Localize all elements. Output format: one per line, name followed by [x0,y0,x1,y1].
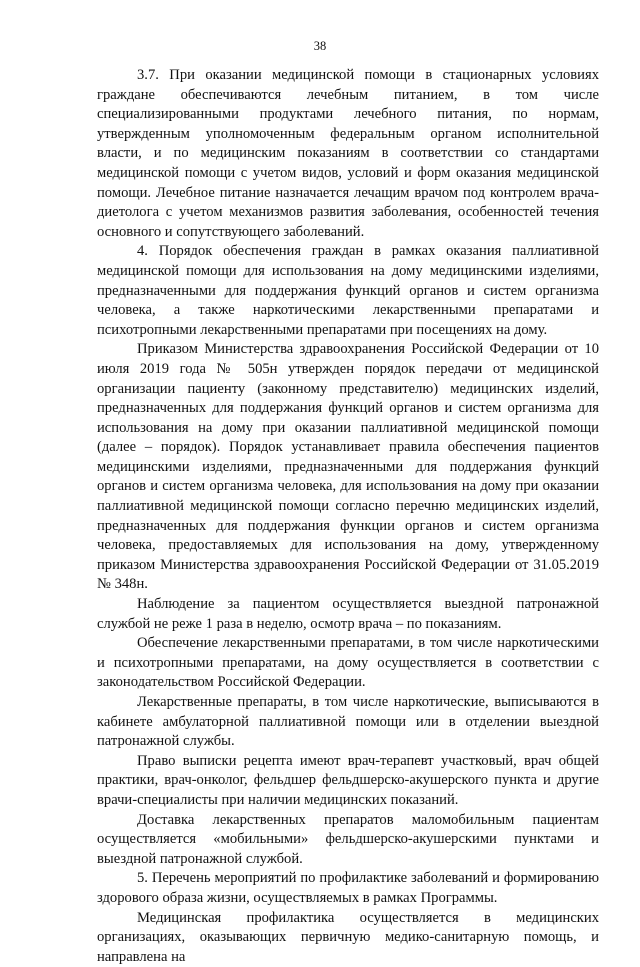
paragraph-3-7-clinical-nutrition: 3.7. При оказании медицинской помощи в стационарных условиях граждане обеспечиваются лечебным питанием, в том числе специализированными продуктами лечебного питания, по нормам, утвержденным уполномоченным федеральным органом исполнительной власти, и по медицинским показаниям в соответствии со стандартами медицинской помощи с учетом видов, условий и форм оказания медицинской помощи. Лечебное питание назначается лечащим врачом под контролем врача-диетолога с учетом механизмов развития заболевания, особенностей течения основного и сопутствующего заболеваний. [97,67,599,240]
paragraph-order-505n: Приказом Министерства здравоохранения Российской Федерации от 10 июля 2019 года № 505н утвержден порядок передачи от медицинской организации пациенту (законному представителю) медицинских изделий, предназначенных для поддержания функций органов и систем организма для использования на дому при оказании паллиативной медицинской помощи (далее – порядок). Порядок устанавливает правила обеспечения пациентов медицинскими изделиями, предназначенными для поддержания функций органов и систем организма человека, для использования на дому при оказании паллиативной медицинской помощи согласно перечню медицинских изделий, предназначенных для поддержания функции органов и систем организма человека, предоставляемых для использования на дому, утвержденному приказом Министерства здравоохранения Российской Федерации от 31.05.2019 № 348н. [97,341,599,593]
paragraph-drug-delivery: Доставка лекарственных препаратов маломобильным пациентам осуществляется «мобильными» фельдшерско-акушерскими пунктами и выездной патронажной службой. [97,811,599,867]
paragraph-5-prevention-list: 5. Перечень мероприятий по профилактике заболеваний и формированию здорового образа жизни, осуществляемых в рамках Программы. [97,870,599,906]
paragraph-patient-observation: Наблюдение за пациентом осуществляется выездной патронажной службой не реже 1 раза в неделю, осмотр врача – по показаниям. [97,596,599,632]
document-body [97,66,599,967]
paragraph-4-palliative-home-supply: 4. Порядок обеспечения граждан в рамках оказания паллиативной медицинской помощи для использования на дому медицинскими изделиями, предназначенными для поддержания функций органов и систем организма человека, а также наркотическими лекарственными препаратами и психотропными лекарственными препаратами при посещениях на дому. [97,243,599,338]
paragraph-prescription-place: Лекарственные препараты, в том числе наркотические, выписываются в кабинете амбулаторной паллиативной помощи или в отделении выездной патронажной службы. [97,694,599,750]
paragraph-medical-prevention: Медицинская профилактика осуществляется в медицинских организациях, оказывающих первичную медико-санитарную помощь, и направлена на [97,909,599,965]
page-number: 38 [313,39,327,53]
paragraph-drug-provision: Обеспечение лекарственными препаратами, в том числе наркотическими и психотропными препаратами, на дому осуществляется в соответствии с законодательством Российской Федерации. [97,635,599,691]
paragraph-prescription-rights: Право выписки рецепта имеют врач-терапевт участковый, врач общей практики, врач-онколог, фельдшер фельдшерско-акушерского пункта и другие врачи-специалисты при наличии медицинских показаний. [97,752,599,808]
